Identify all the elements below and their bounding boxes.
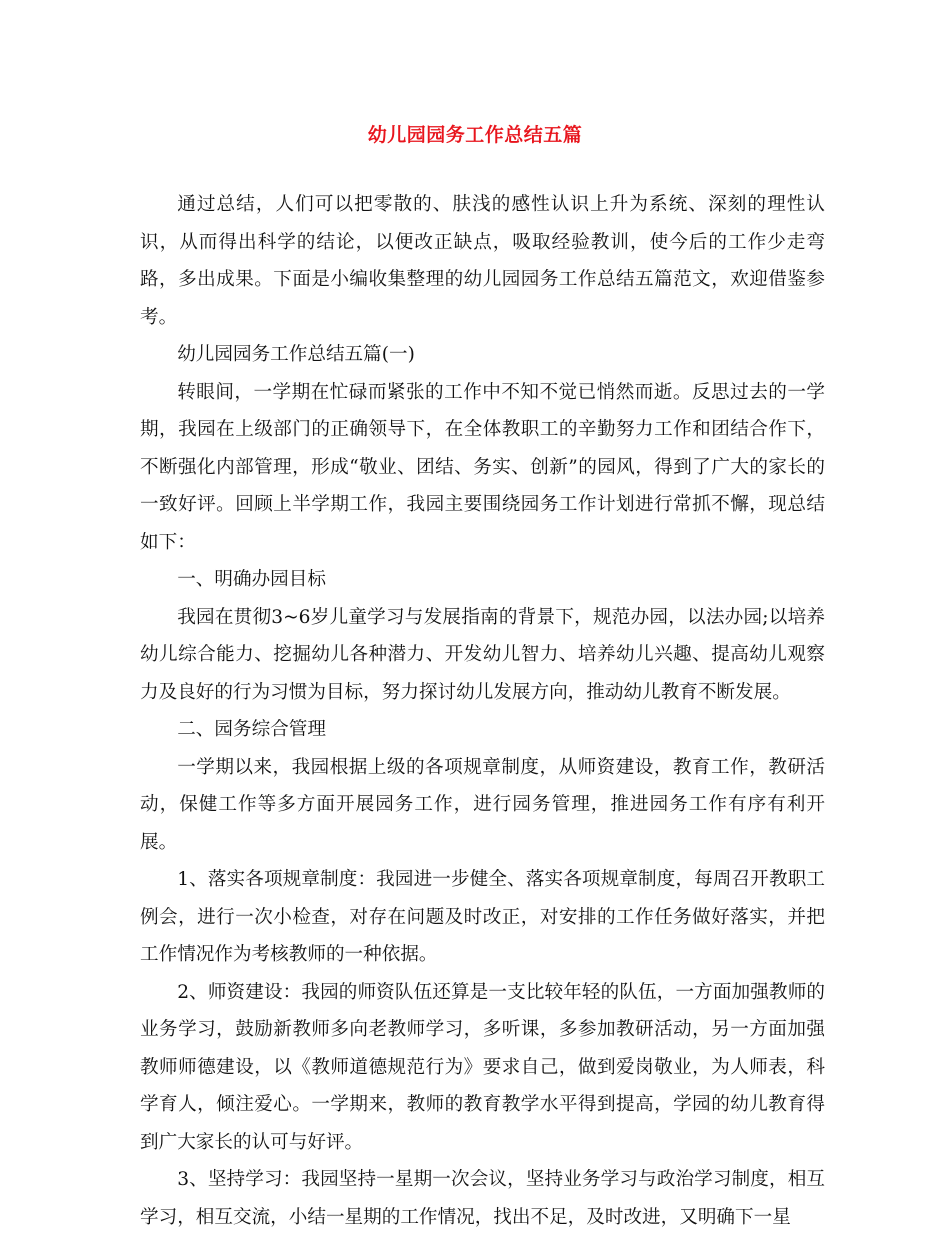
section-heading-part-one: 幼儿园园务工作总结五篇(一): [177, 344, 415, 365]
document-body: [140, 186, 825, 1236]
rules-paragraph: 1、落实各项规章制度：我园进一步健全、落实各项规章制度，每周召开教职工例会，进行一次小检查，对存在问题及时改正，对安排的工作任务做好落实，并把工作情况作为考核教师的一种依据。: [140, 869, 825, 965]
heading-management: 二、园务综合管理: [177, 719, 326, 740]
document-title: 幼儿园园务工作总结五篇: [367, 124, 583, 146]
management-paragraph: 一学期以来，我园根据上级的各项规章制度，从师资建设，教育工作，教研活动，保健工作等多方面开展园务工作，进行园务管理，推进园务工作有序有利开展。: [140, 756, 825, 853]
study-paragraph: 3、坚持学习：我园坚持一星期一次会议，坚持业务学习与政治学习制度，相互学习，相互交流，小结一星期的工作情况，找出不足，及时改进，又明确下一星: [140, 1169, 825, 1228]
heading-goals: 一、明确办园目标: [177, 569, 326, 590]
opening-paragraph: 转眼间，一学期在忙碌而紧张的工作中不知不觉已悄然而逝。反思过去的一学期，我园在上级部门的正确领导下，在全体教职工的辛勤努力工作和团结合作下，不断强化内部管理，形成“敬业、团结、务实、创新”的园风，得到了广大的家长的一致好评。回顾上半学期工作，我园主要围绕园务工作计划进行常抓不懈，现总结如下：: [140, 381, 825, 553]
goals-paragraph: 我园在贯彻3~6岁儿童学习与发展指南的背景下，规范办园，以法办园;以培养幼儿综合能力、挖掘幼儿各种潜力、开发幼儿智力、培养幼儿兴趣、提高幼儿观察力及良好的行为习惯为目标，努力探讨幼儿发展方向，推动幼儿教育不断发展。: [140, 606, 825, 703]
staff-paragraph: 2、师资建设：我园的师资队伍还算是一支比较年轻的队伍，一方面加强教师的业务学习，鼓励新教师多向老教师学习，多听课，多参加教研活动，另一方面加强教师师德建设，以《教师道德规范行为》要求自己，做到爱岗敬业，为人师表，科学育人，倾注爱心。一学期来，教师的教育教学水平得到提高，学园的幼儿教育得到广大家长的认可与好评。: [140, 981, 825, 1153]
intro-paragraph: 通过总结，人们可以把零散的、肤浅的感性认识上升为系统、深刻的理性认识，从而得出科学的结论，以便改正缺点，吸取经验教训，使今后的工作少走弯路，多出成果。下面是小编收集整理的幼儿园园务工作总结五篇范文，欢迎借鉴参考。: [140, 194, 825, 328]
